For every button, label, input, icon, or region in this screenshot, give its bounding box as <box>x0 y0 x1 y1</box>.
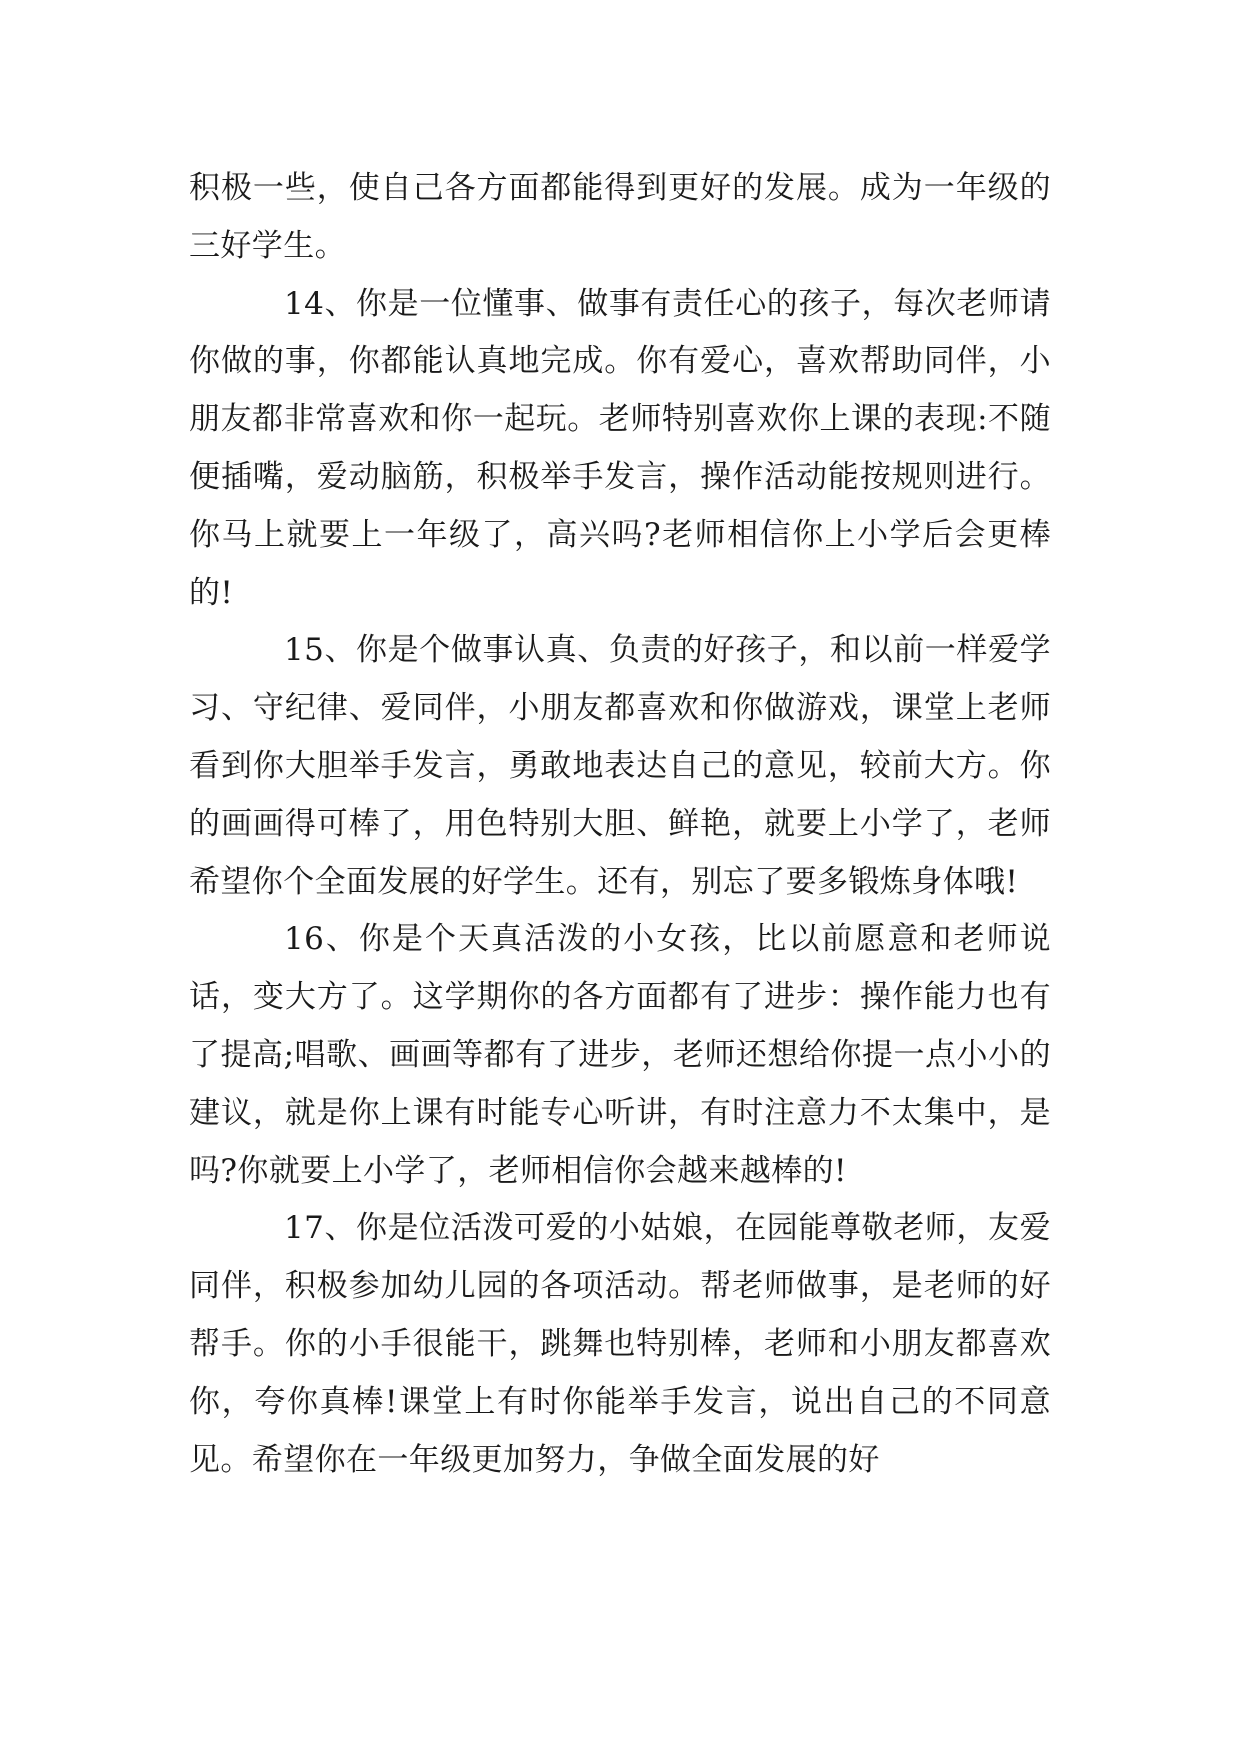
document-body <box>189 160 1051 1489</box>
paragraph-16: 16、你是个天真活泼的小女孩，比以前愿意和老师说话，变大方了。这学期你的各方面都有了进步：操作能力也有了提高;唱歌、画画等都有了进步，老师还想给你提一点小小的建议，就是你上课有时能专心听讲，有时注意力不太集中，是吗?你就要上小学了，老师相信你会越来越棒的! <box>189 921 1051 1189</box>
paragraph-continuation: 积极一些，使自己各方面都能得到更好的发展。成为一年级的三好学生。 <box>189 170 1051 264</box>
paragraph-17: 17、你是位活泼可爱的小姑娘，在园能尊敬老师，友爱同伴，积极参加幼儿园的各项活动。帮老师做事，是老师的好帮手。你的小手很能干，跳舞也特别棒，老师和小朋友都喜欢你，夸你真棒!课堂上有时你能举手发言，说出自己的不同意见。希望你在一年级更加努力，争做全面发展的好 <box>189 1210 1051 1478</box>
paragraph-15: 15、你是个做事认真、负责的好孩子，和以前一样爱学习、守纪律、爱同伴，小朋友都喜欢和你做游戏，课堂上老师看到你大胆举手发言，勇敢地表达自己的意见，较前大方。你的画画得可棒了，用色特别大胆、鲜艳，就要上小学了，老师希望你个全面发展的好学生。还有，别忘了要多锻炼身体哦! <box>189 632 1051 900</box>
paragraph-14: 14、你是一位懂事、做事有责任心的孩子，每次老师请你做的事，你都能认真地完成。你有爱心，喜欢帮助同伴，小朋友都非常喜欢和你一起玩。老师特别喜欢你上课的表现:不随便插嘴，爱动脑筋，积极举手发言，操作活动能按规则进行。你马上就要上一年级了，高兴吗?老师相信你上小学后会更棒的! <box>189 285 1051 611</box>
